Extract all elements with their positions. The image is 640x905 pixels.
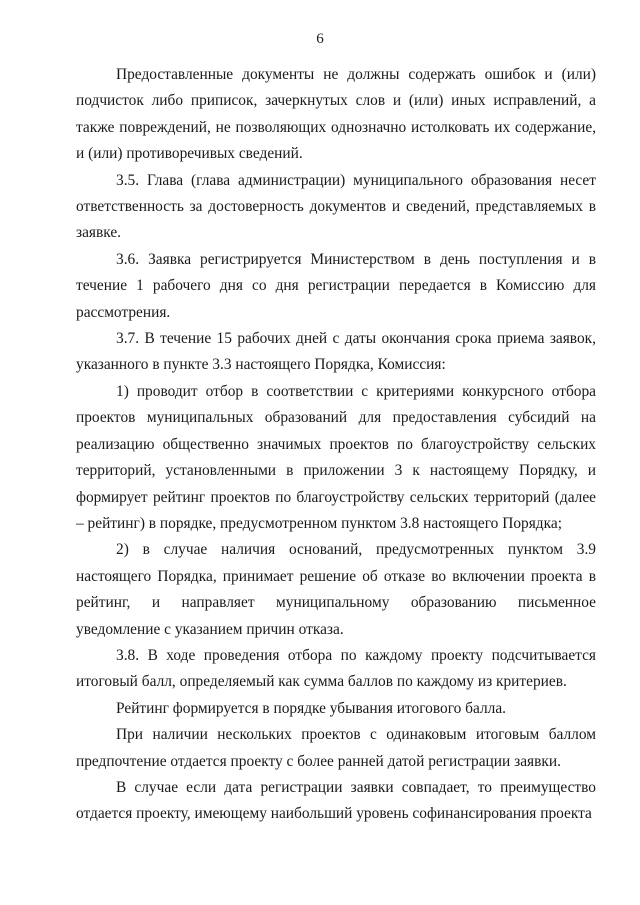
paragraph-3-8: 3.8. В ходе проведения отбора по каждому проекту подсчитывается итоговый балл, определяемый как сумма баллов по каждому из критериев. <box>76 646 596 691</box>
paragraph-3-7-item-1: 1) проводит отбор в соответствии с критериями конкурсного отбора проектов муниципальных образований для предоставления субсидий на реализацию общественно значимых проектов по благоустройству сельских территорий, установленными в приложении 3 к настоящему Порядку, и формирует рейтинг проектов по благоустройству сельских территорий (далее – рейтинг) в порядке, предусмотренном пунктом 3.8 настоящего Порядка; <box>76 382 596 532</box>
paragraph-3-7-item-2: 2) в случае наличия оснований, предусмотренных пунктом 3.9 настоящего Порядка, принимает решение об отказе во включении проекта в рейтинг, и направляет муниципальному образованию письменное уведомление с указанием причин отказа. <box>76 541 596 638</box>
paragraph-documents-requirements: Предоставленные документы не должны содержать ошибок и (или) подчисток либо приписок, зачеркнутых слов и (или) иных исправлений, а также повреждений, не позволяющих однозначно истолковать их содержание, и (или) противоречивых сведений. <box>76 66 596 163</box>
paragraph-3-5: 3.5. Глава (глава администрации) муниципального образования несет ответственность за достоверность документов и сведений, представляемых в заявке. <box>76 171 596 242</box>
paragraph-same-date: В случае если дата регистрации заявки совпадает, то преимущество отдается проекту, имеющему наибольший уровень софинансирования проекта <box>76 778 596 823</box>
page-number: 6 <box>316 31 324 47</box>
paragraph-3-7: 3.7. В течение 15 рабочих дней с даты окончания срока приема заявок, указанного в пункте 3.3 настоящего Порядка, Комиссия: <box>76 330 596 374</box>
paragraph-equal-score: При наличии нескольких проектов с одинаковым итоговым баллом предпочтение отдается проекту с более ранней датой регистрации заявки. <box>76 726 596 770</box>
paragraph-3-6: 3.6. Заявка регистрируется Министерством в день поступления и в течение 1 рабочего дня со дня регистрации передается в Комиссию для рассмотрения. <box>76 250 596 321</box>
document-body <box>76 62 596 828</box>
paragraph-rating-order: Рейтинг формируется в порядке убывания итогового балла. <box>116 699 507 717</box>
